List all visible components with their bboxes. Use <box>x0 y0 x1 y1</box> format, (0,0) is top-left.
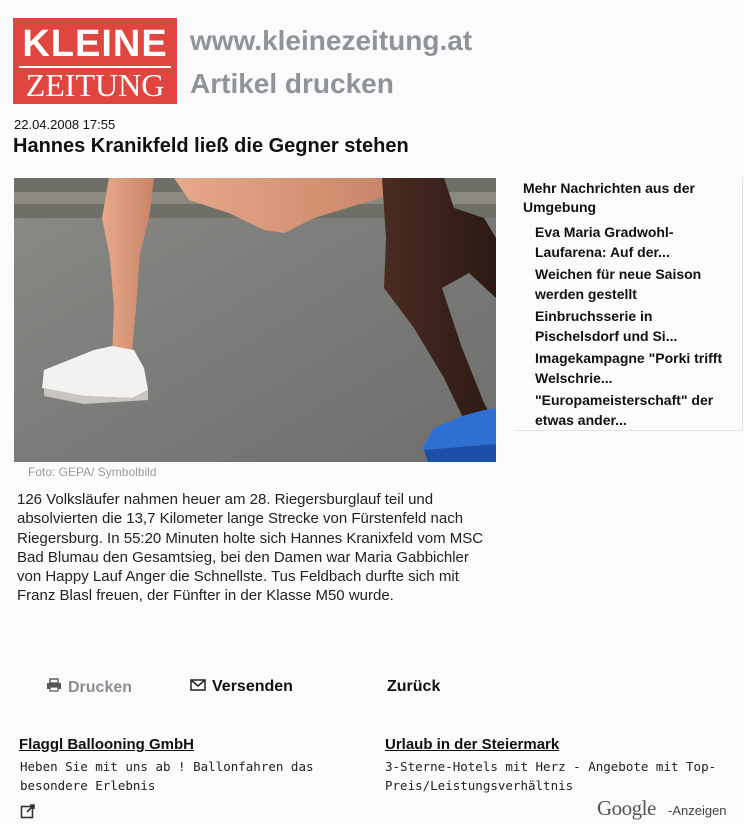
article-photo <box>14 178 496 462</box>
print-button[interactable] <box>46 678 132 697</box>
ad-text: 3-Sterne-Hotels mit Herz - Angebote mit Top-Preis/Leistungsverhältnis <box>385 759 717 793</box>
logo-line-1: KLEINE <box>22 23 168 65</box>
envelope-icon <box>190 678 206 696</box>
back-label: Zurück <box>387 678 441 695</box>
ad-text: Heben Sie mit uns ab ! Ballonfahren das besondere Erlebnis <box>20 759 314 793</box>
send-button[interactable] <box>190 678 293 696</box>
ad-title-link[interactable]: Urlaub in der Steiermark <box>385 736 560 753</box>
ad-title-link[interactable]: Flaggl Ballooning GmbH <box>19 736 194 753</box>
back-button[interactable] <box>387 678 440 696</box>
related-news-link[interactable]: "Europameisterschaft" der etwas ander... <box>535 392 714 428</box>
runners-photo-image <box>14 178 496 462</box>
printer-icon <box>46 678 62 697</box>
logo-line-2: ZEITUNG <box>25 67 165 103</box>
related-news-heading: Mehr Nachrichten aus der Umgebung <box>523 180 695 215</box>
print-label: Drucken <box>68 678 133 696</box>
site-url[interactable]: www.kleinezeitung.at <box>190 25 473 56</box>
article-body: 126 Volksläufer nahmen heuer am 28. Riegersburglauf teil und absolvierten die 13,7 Kilometer lange Strecke von Fürstenfeld nach Riegersburg. In 55:20 Minuten holte sich Hannes Kranixfeld vom MSC Bad Blumau den Gesamtsieg, bei den Damen war Maria Gabbichler von Happy Lauf Anger die Schnellste. Tus Feldbach durfte sich mit Franz Blasl freuen, der Fünfter in der Klasse M50 wurde. <box>17 491 484 605</box>
ads-label[interactable]: -Anzeigen <box>668 803 727 818</box>
article-headline: Hannes Kranikfeld ließ die Gegner stehen <box>13 135 409 157</box>
external-link-icon[interactable] <box>20 803 36 819</box>
send-label: Versenden <box>212 678 293 695</box>
kleine-zeitung-logo[interactable] <box>13 18 177 104</box>
article-date: 22.04.2008 17:55 <box>14 117 116 132</box>
related-news-link[interactable]: Weichen für neue Saison werden gestellt <box>535 266 702 302</box>
print-title: Artikel drucken <box>190 68 394 99</box>
related-news-link[interactable]: Imagekampagne "Porki trifft Welschrie... <box>535 350 723 386</box>
photo-caption: Foto: GEPA/ Symbolbild <box>28 465 157 479</box>
google-logo[interactable]: Google <box>597 796 656 820</box>
related-news-link[interactable]: Eva Maria Gradwohl-Laufarena: Auf der... <box>535 224 674 260</box>
related-news-link[interactable]: Einbruchsserie in Pischelsdorf und Si... <box>535 308 678 344</box>
